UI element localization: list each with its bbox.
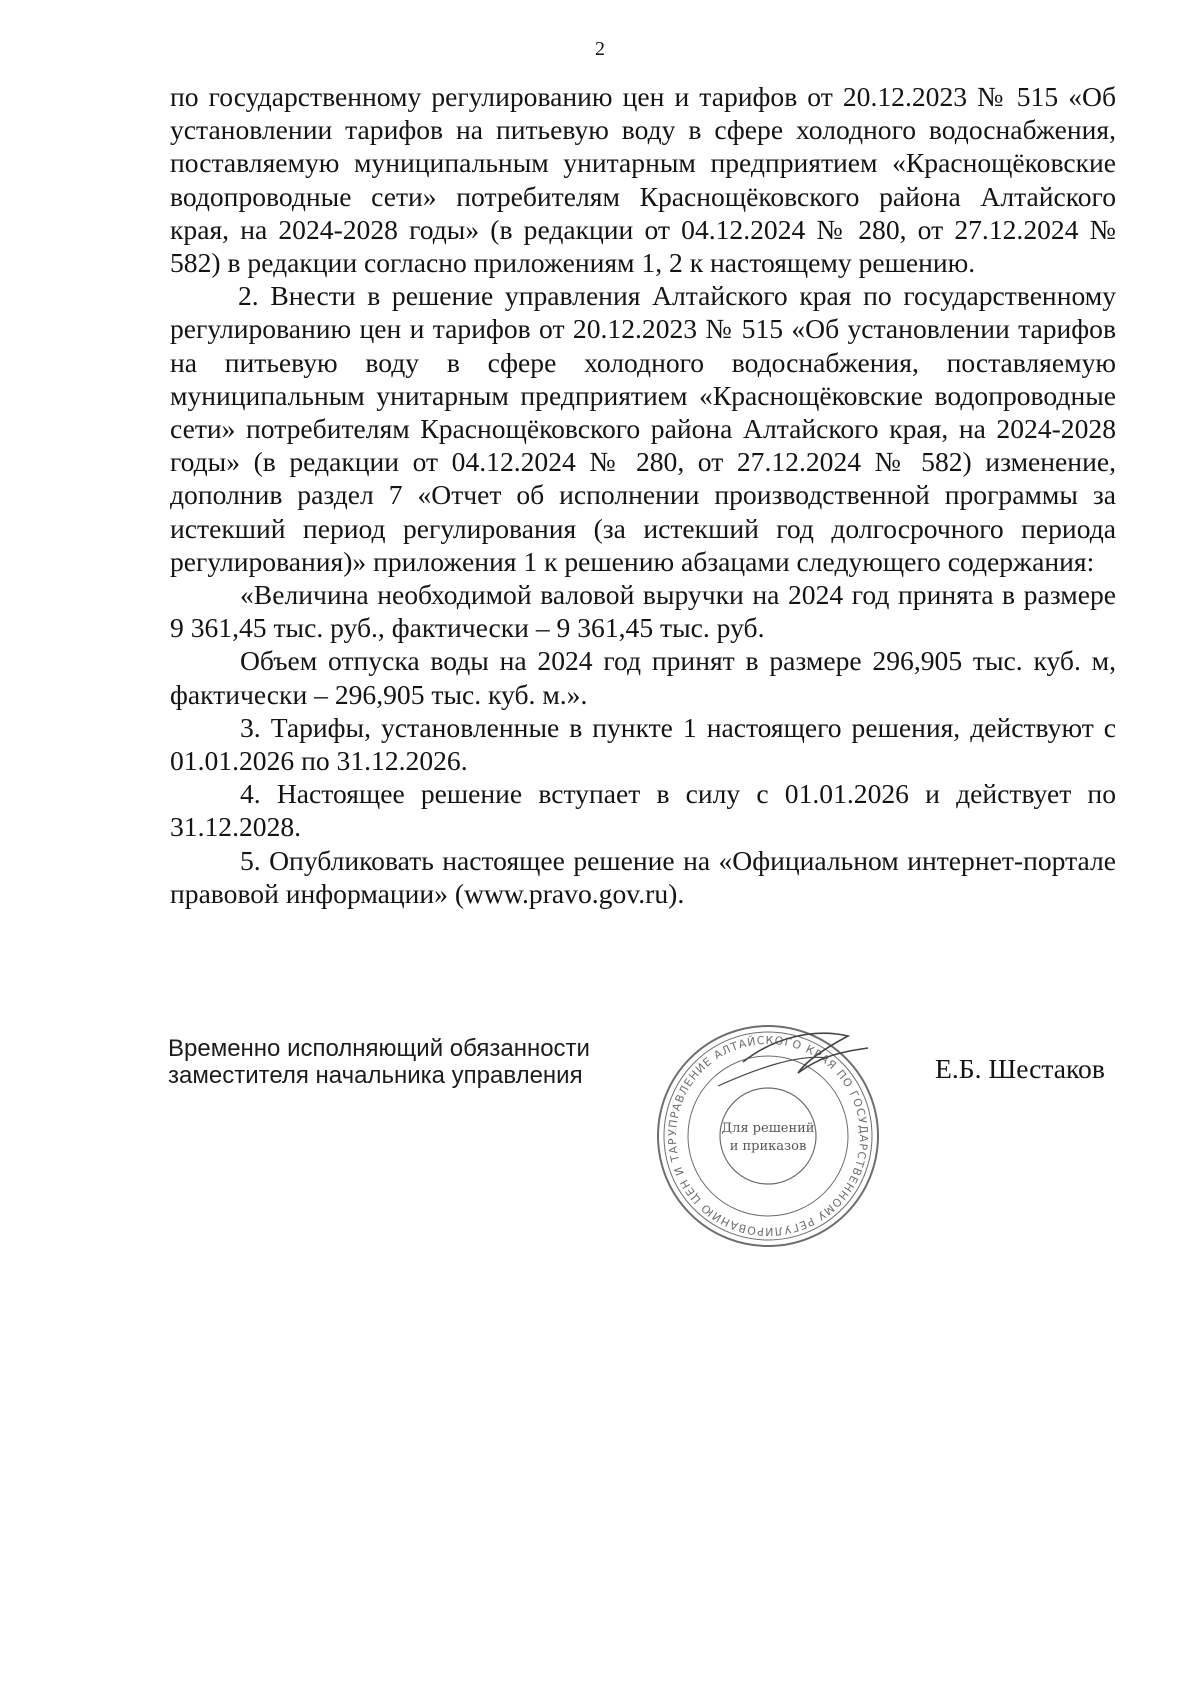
official-seal <box>648 1018 888 1254</box>
paragraph-5: 5. Опубликовать настоящее решение на «Официальном интернет-портале правовой информации» (www.pravo.gov.ru). <box>170 844 1116 909</box>
signatory-name: Е.Б. Шестаков <box>935 1053 1105 1084</box>
paragraph-2: 2. Внести в решение управления Алтайского края по государственному регулированию цен и тарифов от 20.12.2023 № 515 «Об установлении тарифов на питьевую воду в сфере холодного водоснабжения, поставляемую муниципальным унитарным предприятием «Краснощёковские водопроводные сети» потребителям Краснощёковского района Алтайского края, на 2024-2028 годы» (в редакции от 04.12.2024 № 280, от 27.12.2024 № 582) изменение, дополнив раздел 7 «Отчет об исполнении производственной программы за истекший период регулирования (за истекший год долгосрочного периода регулирования)» приложения 1 к решению абзацами следующего содержания: <box>170 280 1116 577</box>
signatory-position-line-1: Временно исполняющий обязанности <box>168 1035 590 1062</box>
signatory-position-line-2: заместителя начальника управления <box>168 1062 583 1089</box>
seal-inner-line-2: и приказов <box>729 1139 807 1154</box>
paragraph-4: 4. Настоящее решение вступает в силу с 01.01.2026 и действует по 31.12.2028. <box>170 778 1116 843</box>
paragraph-1-continuation: по государственному регулированию цен и тарифов от 20.12.2023 № 515 «Об установлении тарифов на питьевую воду в сфере холодного водоснабжения, поставляемую муниципальным унитарным предприятием «Краснощёковские водопроводные сети» потребителям Краснощёковского района Алтайского края, на 2024-2028 годы» (в редакции от 04.12.2024 № 280, от 27.12.2024 № 582) в редакции согласно приложениям 1, 2 к настоящему решению. <box>170 81 1116 279</box>
signatory-position <box>168 1035 590 1089</box>
page-number: 2 <box>595 38 605 60</box>
paragraph-3: 3. Тарифы, установленные в пункте 1 настоящего решения, действуют с 01.01.2026 по 31.12.2026. <box>170 711 1116 777</box>
seal-inner-line-1: Для решений <box>721 1121 815 1136</box>
document-body <box>170 80 1116 910</box>
seal-ring-text: УПРАВЛЕНИЕ АЛТАЙСКОГО КРАЯ ПО ГОСУДАРСТВЕННОМУ РЕГУЛИРОВАНИЮ ЦЕН И ТАР <box>665 1033 871 1239</box>
paragraph-quote-revenue: «Величина необходимой валовой выручки на 2024 год принята в размере 9 361,45 тыс. руб., фактически – 9 361,45 тыс. руб. <box>170 579 1116 644</box>
paragraph-quote-volume: Объем отпуска воды на 2024 год принят в размере 296,905 тыс. куб. м, фактически – 296,905 тыс. куб. м.». <box>170 645 1116 710</box>
